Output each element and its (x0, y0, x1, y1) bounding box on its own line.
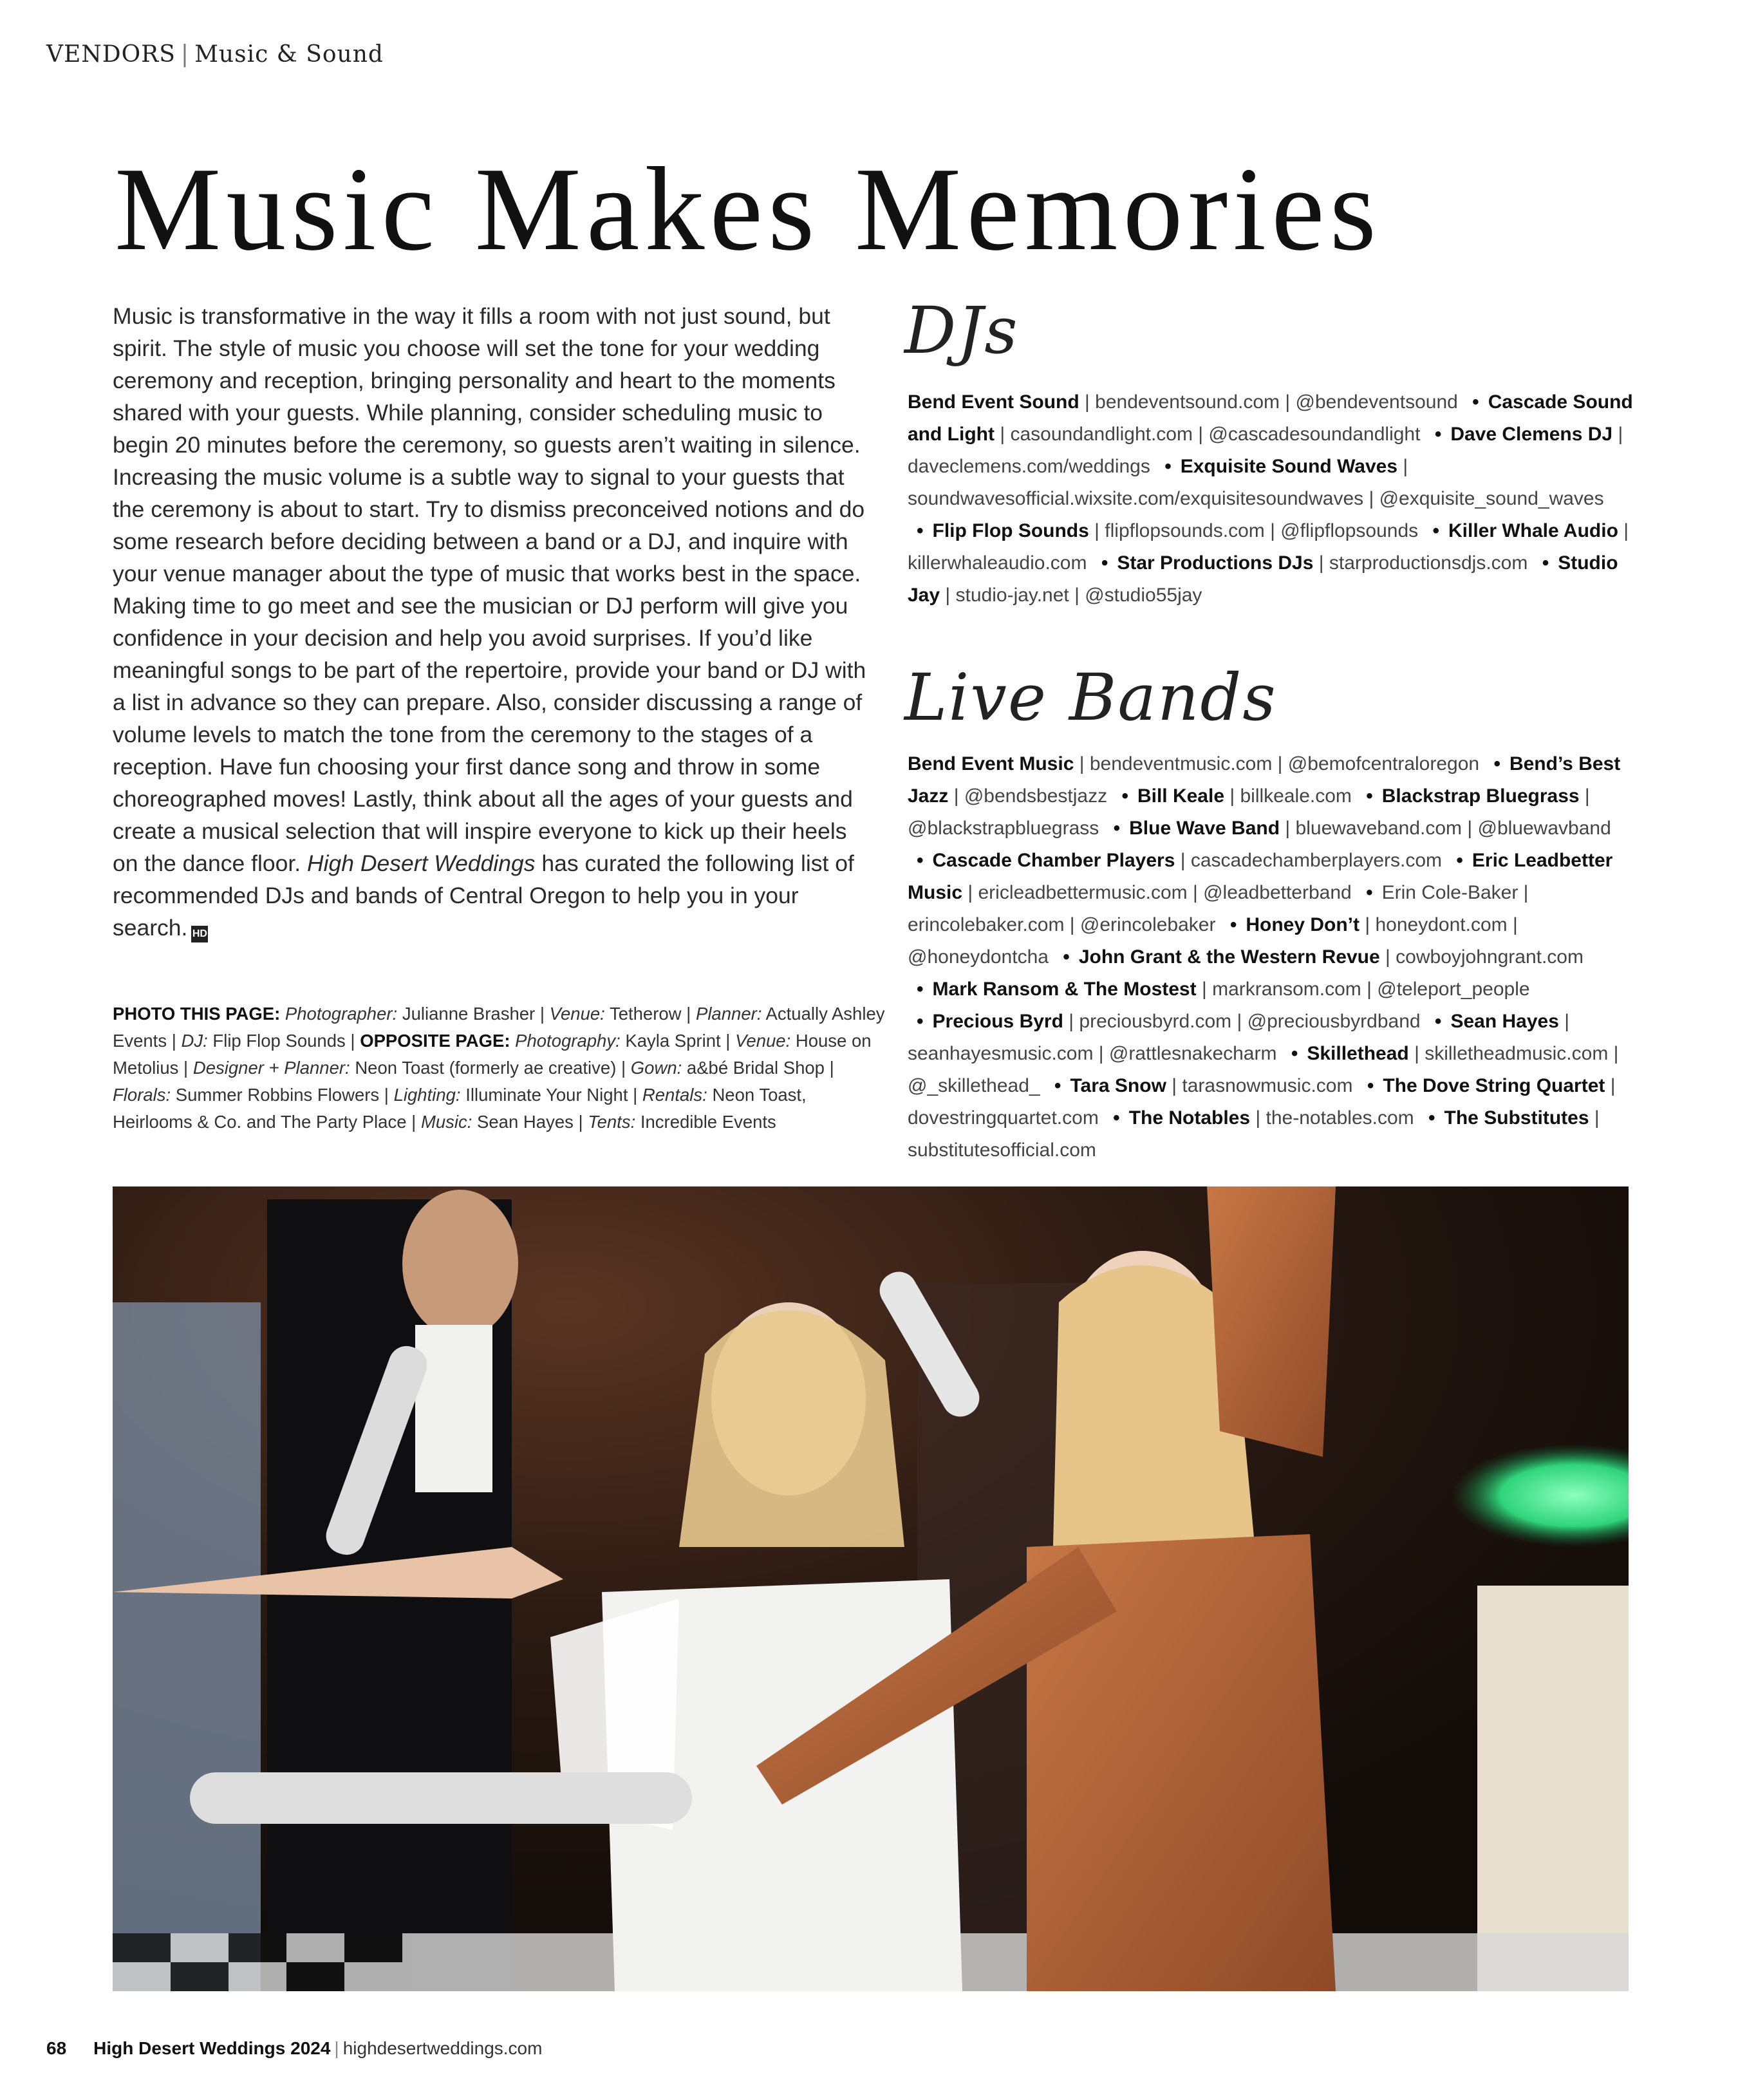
credits-opposite-label: OPPOSITE PAGE: (360, 1031, 510, 1051)
live-bands-heading: Live Bands (904, 660, 1277, 735)
credit-role: Lighting: (393, 1085, 461, 1105)
vendor-entry: Cascade Chamber Players | cascadechamberplayers.com (932, 850, 1443, 871)
vendor-name: Sean Hayes (1450, 1011, 1559, 1032)
vendor-separator-icon: • (1101, 552, 1108, 574)
intro-body: Music is transformative in the way it fills a room with not just sound, but spirit. The style of music you choose will set the tone for your wedding ceremony and reception, bringing personality and heart to the moments shared with your guests. While planning, consider scheduling music to begin 20 minutes before the ceremony, so guests aren’t waiting in silence. Increasing the music volume is a subtle way to signal to your guests that the ceremony is about to start. Try to dismiss preconceived notions and do some research before deciding between a band or a DJ, and inquire with your venue manager about the type of music that works best in the space. Making time to go meet and see the musician or DJ perform will give you confidence in your decision and help you avoid surprises. If you’d like meaningful songs to be part of the repertoire, provide your band or DJ with a list in advance so they can prepare. Also, consider discussing a range of volume levels to match the tone from the ceremony to the stages of a reception. Have fun choosing your first dance song and throw in some choreographed moves! Lastly, think about all the ages of your guests and create a musical selection that will inspire everyone to kick up their heels on the dance floor. (113, 303, 866, 876)
subsection-name: Music & Sound (194, 41, 384, 68)
vendor-separator-icon: • (1472, 391, 1479, 413)
vendor-name: Bend Event Sound (908, 391, 1079, 413)
vendor-details: skilletheadmusic.com | @_skillethead_ (908, 1043, 1619, 1096)
credit-name: Neon Toast, Heirlooms & Co. and The Party Place (113, 1085, 807, 1132)
vendor-details: @blackstrapbluegrass (908, 818, 1099, 839)
credit-role: Rentals: (642, 1085, 707, 1105)
vendor-entry: Cascade Sound and Light | casoundandlight.com | @cascadesoundandlight (908, 391, 1633, 445)
vendor-entry: Mark Ransom & The Mostest | markransom.com | @teleport_people (932, 979, 1530, 1000)
footer-website: highdesertweddings.com (342, 2038, 543, 2058)
credit-role: Planner: (695, 1004, 762, 1024)
credit-role: Photography: (515, 1031, 621, 1051)
vendor-name: Star Productions DJs (1117, 552, 1314, 574)
vendor-entry: The Dove String Quartet | dovestringquartet.com (908, 1075, 1616, 1129)
vendor-name: Mark Ransom & The Mostest (932, 979, 1197, 1000)
vendor-details: starproductionsdjs.com (1329, 552, 1528, 574)
vendor-details: tarasnowmusic.com (1182, 1075, 1353, 1096)
credit-name: Incredible Events (640, 1112, 776, 1132)
djs-heading: DJs (904, 293, 1019, 368)
vendor-separator-icon: • (1493, 753, 1500, 774)
credit-role: Venue: (735, 1031, 791, 1051)
vendor-details: bendeventmusic.com | @bemofcentraloregon (1089, 753, 1480, 774)
vendor-entry: The Notables | the-notables.com (1128, 1107, 1414, 1129)
vendor-separator-icon: • (1367, 1075, 1374, 1096)
dance-floor-photo (113, 1186, 1629, 1991)
vendor-details: daveclemens.com/weddings (908, 456, 1150, 477)
vendor-entry: Blackstrap Bluegrass | @blackstrapbluegrass (908, 785, 1590, 839)
photo-credits: PHOTO THIS PAGE: Photographer: Julianne Brasher | Venue: Tetherow | Planner: Actually Ashley Events | DJ: Flip Flop Sounds | OPPOSITE PAGE: Photography: Kayla Sprint | Venue: House on Metolius | Designer + Planner: Neon Toast (formerly ae creative) | Gown: a&bé Bridal Shop | Florals: Summer Robbins Flowers | Lighting: Illuminate Your Night | Rentals: Neon Toast, Heirlooms & Co. and The Party Place | Music: Sean Hayes | Tents: Incredible Events (113, 1004, 885, 1132)
vendor-details: the-notables.com (1266, 1107, 1414, 1129)
intro-paragraph (113, 300, 875, 944)
vendor-details: dovestringquartet.com (908, 1107, 1099, 1129)
vendor-details: bluewaveband.com | @bluewavband (1295, 818, 1611, 839)
vendor-details: Erin Cole-Baker | erincolebaker.com | @erincolebaker (908, 882, 1529, 935)
vendor-name: John Grant & the Western Revue (1078, 946, 1380, 968)
vendor-entry: Dave Clemens DJ | daveclemens.com/weddings (908, 424, 1623, 477)
vendor-name: Tara Snow (1070, 1075, 1166, 1096)
vendor-name: Bend’s Best Jazz (908, 753, 1621, 807)
vendor-name: The Dove String Quartet (1383, 1075, 1605, 1096)
vendor-separator-icon: • (1063, 946, 1070, 968)
vendor-name: Exquisite Sound Waves (1180, 456, 1398, 477)
vendor-details: killerwhaleaudio.com (908, 552, 1087, 574)
vendor-entry: Star Productions DJs | starproductionsdjs.com (1117, 552, 1528, 574)
vendor-details: flipflopsounds.com | @flipflopsounds (1105, 520, 1419, 541)
credit-role: Gown: (630, 1058, 682, 1078)
credit-role: Photographer: (285, 1004, 398, 1024)
vendor-name: Cascade Sound and Light (908, 391, 1633, 445)
vendor-details: cowboyjohngrant.com (1396, 946, 1584, 968)
credit-name: Kayla Sprint (625, 1031, 721, 1051)
footer-publication: High Desert Weddings 2024 (93, 2038, 331, 2058)
page-footer (46, 2038, 542, 2059)
end-mark-icon: HD (191, 926, 208, 942)
credit-name: Actually Ashley Events (113, 1004, 885, 1051)
vendor-details: studio-jay.net | @studio55jay (955, 585, 1202, 606)
credits-this-page: Photographer: Julianne Brasher | Venue: Tetherow | Planner: Actually Ashley Events | DJ: Flip Flop Sounds (113, 1004, 885, 1051)
vendor-separator-icon: • (1456, 850, 1463, 871)
vendor-entry: Exquisite Sound Waves | soundwavesofficial.wixsite.com/exquisitesoundwaves | @exquisite_sound_waves (908, 456, 1604, 509)
vendor-separator-icon: • (1366, 785, 1373, 807)
credit-name: Tetherow (609, 1004, 682, 1024)
intro-closing: has curated the following list of recommended DJs and bands of Central Oregon to help you in your search. (113, 850, 854, 941)
vendor-name: Bend Event Music (908, 753, 1074, 774)
vendor-entry: Bend Event Sound | bendeventsound.com | @bendeventsound (908, 391, 1458, 413)
credits-opposite-page: Photography: Kayla Sprint | Venue: House on Metolius | Designer + Planner: Neon Toast (formerly ae creative) | Gown: a&bé Bridal Shop | Florals: Summer Robbins Flowers | Lighting: Illuminate Your Night | Rentals: Neon Toast, Heirlooms & Co. and The Party Place | Music: Sean Hayes | Tents: Incredible Events (113, 1031, 872, 1132)
vendor-details: billkeale.com (1240, 785, 1352, 807)
vendor-entry: Bill Keale | billkeale.com (1137, 785, 1352, 807)
footer-separator: | (334, 2038, 339, 2058)
bands-vendor-list (908, 748, 1641, 1167)
page-title: Music Makes Memories (115, 143, 1382, 276)
vendor-details: bendeventsound.com | @bendeventsound (1095, 391, 1458, 413)
credit-name: Illuminate Your Night (465, 1085, 628, 1105)
vendor-name: The Substitutes (1444, 1107, 1589, 1129)
vendor-separator-icon: • (1113, 818, 1121, 839)
vendor-separator-icon: • (1428, 1107, 1435, 1129)
vendor-entry: Eric Leadbetter Music | ericleadbettermusic.com | @leadbetterband (908, 850, 1613, 903)
credit-name: Neon Toast (formerly ae creative) (355, 1058, 617, 1078)
vendor-details: honeydont.com | @honeydontcha (908, 914, 1518, 968)
vendor-separator-icon: • (1434, 1011, 1442, 1032)
vendor-name: Flip Flop Sounds (932, 520, 1089, 541)
vendor-name: Honey Don’t (1246, 914, 1360, 935)
vendor-entry: Skillethead | skilletheadmusic.com | @_skillethead_ (908, 1043, 1619, 1096)
dance-floor-photo-illustration (113, 1186, 1629, 1991)
credit-role: Tents: (588, 1112, 636, 1132)
vendor-name: Eric Leadbetter Music (908, 850, 1613, 903)
vendor-entry: Blue Wave Band | bluewaveband.com | @bluewavband (1129, 818, 1611, 839)
section-separator: | (180, 41, 190, 68)
vendor-details: substitutesofficial.com (908, 1139, 1096, 1161)
vendor-separator-icon: • (917, 850, 924, 871)
vendor-entry: Tara Snow | tarasnowmusic.com (1070, 1075, 1353, 1096)
vendor-details: cascadechamberplayers.com (1190, 850, 1443, 871)
vendor-details: markransom.com | @teleport_people (1212, 979, 1530, 1000)
vendor-name: Blackstrap Bluegrass (1381, 785, 1580, 807)
vendor-name: Dave Clemens DJ (1450, 424, 1613, 445)
vendor-details: @bendsbestjazz (964, 785, 1108, 807)
credits-this-page-label: PHOTO THIS PAGE: (113, 1004, 281, 1024)
vendor-name: Blue Wave Band (1129, 818, 1280, 839)
vendor-entry: The Substitutes | substitutesofficial.com (908, 1107, 1600, 1161)
vendor-separator-icon: • (1113, 1107, 1120, 1129)
vendor-entry: Studio Jay | studio-jay.net | @studio55jay (908, 552, 1618, 606)
credit-name: Sean Hayes (477, 1112, 574, 1132)
vendor-entry: Honey Don’t | honeydont.com | @honeydontcha (908, 914, 1518, 968)
vendor-separator-icon: • (1054, 1075, 1061, 1096)
vendor-entry: Killer Whale Audio | killerwhaleaudio.com (908, 520, 1629, 574)
vendor-entry: John Grant & the Western Revue | cowboyjohngrant.com (1078, 946, 1584, 968)
vendor-separator-icon: • (1291, 1043, 1298, 1064)
vendor-name: Bill Keale (1137, 785, 1225, 807)
vendor-name: Studio Jay (908, 552, 1618, 606)
vendor-name: Precious Byrd (932, 1011, 1063, 1032)
credit-role: Music: (420, 1112, 472, 1132)
credit-name: Julianne Brasher (402, 1004, 536, 1024)
vendor-separator-icon: • (917, 520, 924, 541)
intro-publication: High Desert Weddings (307, 850, 536, 876)
vendor-name: Skillethead (1307, 1043, 1409, 1064)
vendor-separator-icon: • (1434, 424, 1442, 445)
djs-vendor-list (908, 386, 1641, 612)
credit-name: Flip Flop Sounds (212, 1031, 346, 1051)
vendor-details: preciousbyrd.com | @preciousbyrdband (1079, 1011, 1421, 1032)
vendor-entry: Precious Byrd | preciousbyrd.com | @preciousbyrdband (932, 1011, 1421, 1032)
section-name: VENDORS (46, 41, 176, 68)
vendor-details: ericleadbettermusic.com | @leadbetterband (978, 882, 1352, 903)
credit-role: Venue: (549, 1004, 605, 1024)
vendor-separator-icon: • (1542, 552, 1549, 574)
vendor-name: Killer Whale Audio (1448, 520, 1618, 541)
vendor-entry: Bend Event Music | bendeventmusic.com | @bemofcentraloregon (908, 753, 1480, 774)
vendor-name: The Notables (1128, 1107, 1251, 1129)
vendor-name: Cascade Chamber Players (932, 850, 1175, 871)
credit-name: a&bé Bridal Shop (686, 1058, 825, 1078)
vendor-details: soundwavesofficial.wixsite.com/exquisitesoundwaves | @exquisite_sound_waves (908, 488, 1604, 509)
vendor-details: seanhayesmusic.com | @rattlesnakecharm (908, 1043, 1277, 1064)
vendor-separator-icon: • (1164, 456, 1172, 477)
credit-name: House on Metolius (113, 1031, 872, 1078)
vendor-entry: Bend’s Best Jazz | @bendsbestjazz (908, 753, 1621, 807)
vendor-details: casoundandlight.com | @cascadesoundandlight (1010, 424, 1421, 445)
credit-role: Designer + Planner: (192, 1058, 350, 1078)
credit-name: Summer Robbins Flowers (175, 1085, 380, 1105)
vendor-separator-icon: • (1229, 914, 1237, 935)
vendor-separator-icon: • (1366, 882, 1373, 903)
vendor-separator-icon: • (917, 979, 924, 1000)
vendor-entry: Sean Hayes | seanhayesmusic.com | @rattlesnakecharm (908, 1011, 1570, 1064)
credit-role: DJ: (181, 1031, 208, 1051)
vendor-entry: Flip Flop Sounds | flipflopsounds.com | @flipflopsounds (932, 520, 1419, 541)
page-number: 68 (46, 2038, 67, 2058)
vendor-separator-icon: • (917, 1011, 924, 1032)
vendor-separator-icon: • (1432, 520, 1439, 541)
credit-role: Florals: (113, 1085, 171, 1105)
vendor-separator-icon: • (1121, 785, 1128, 807)
section-label (46, 41, 384, 68)
